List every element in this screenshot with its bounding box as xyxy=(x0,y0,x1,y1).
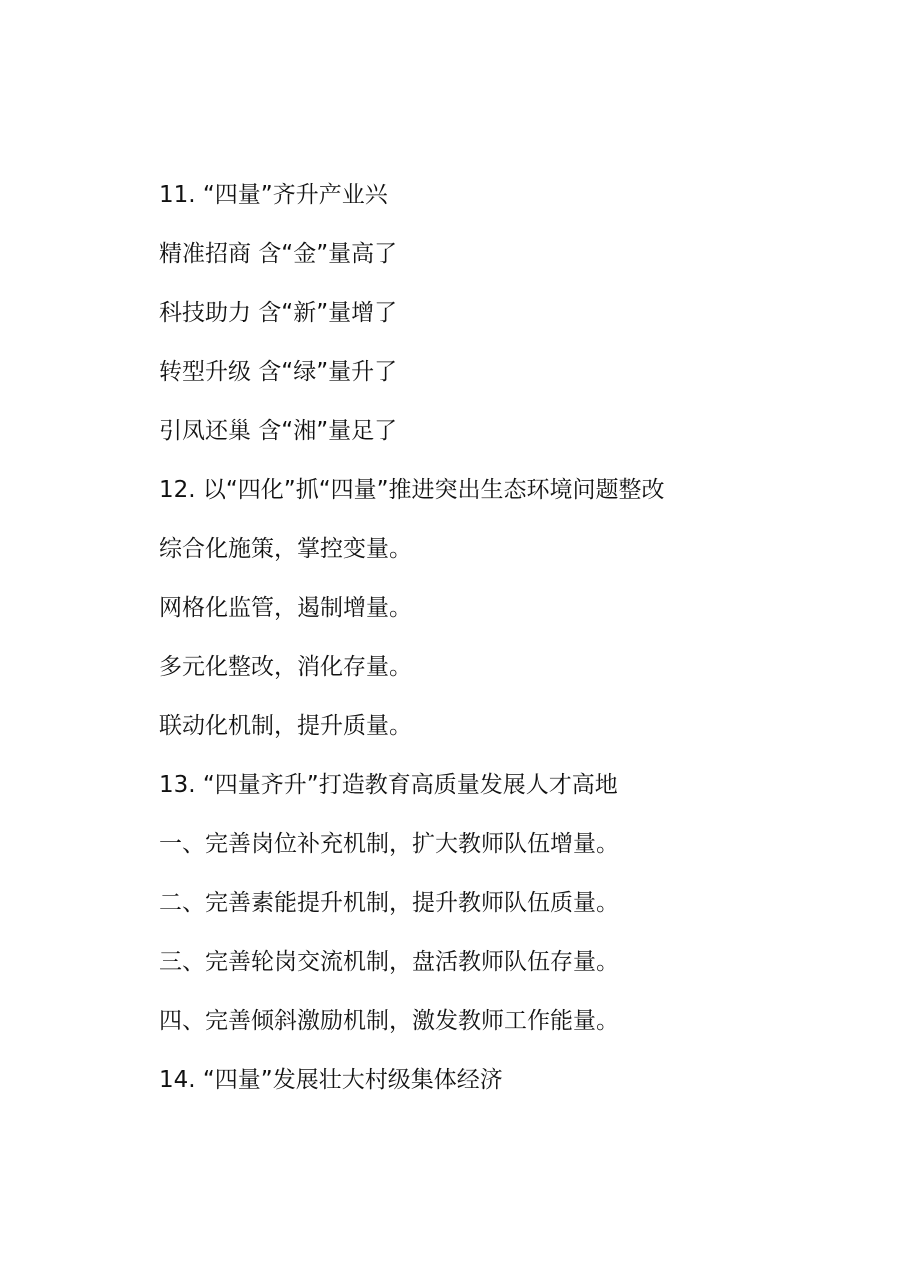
text-line: 精准招商 含“金”量高了 xyxy=(159,241,398,267)
text-line: 联动化机制，提升质量。 xyxy=(159,713,412,739)
heading-12: 12. 以“四化”抓“四量”推进突出生态环境问题整改 xyxy=(159,477,665,503)
text-line: 科技助力 含“新”量增了 xyxy=(159,300,398,326)
text-line: 三、完善轮岗交流机制，盘活教师队伍存量。 xyxy=(159,949,619,975)
text-line: 一、完善岗位补充机制，扩大教师队伍增量。 xyxy=(159,831,619,857)
heading-13: 13. “四量齐升”打造教育高质量发展人才高地 xyxy=(159,772,618,798)
text-line: 引凤还巢 含“湘”量足了 xyxy=(159,418,398,444)
text-line: 多元化整改，消化存量。 xyxy=(159,654,412,680)
heading-14: 14. “四量”发展壮大村级集体经济 xyxy=(159,1067,503,1093)
text-line: 网格化监管，遏制增量。 xyxy=(159,595,412,621)
text-line: 转型升级 含“绿”量升了 xyxy=(159,359,398,385)
text-line: 二、完善素能提升机制，提升教师队伍质量。 xyxy=(159,890,619,916)
document-body xyxy=(159,166,859,1110)
text-line: 四、完善倾斜激励机制，激发教师工作能量。 xyxy=(159,1008,619,1034)
text-line: 综合化施策，掌控变量。 xyxy=(159,536,412,562)
heading-11: 11. “四量”齐升产业兴 xyxy=(159,182,388,208)
